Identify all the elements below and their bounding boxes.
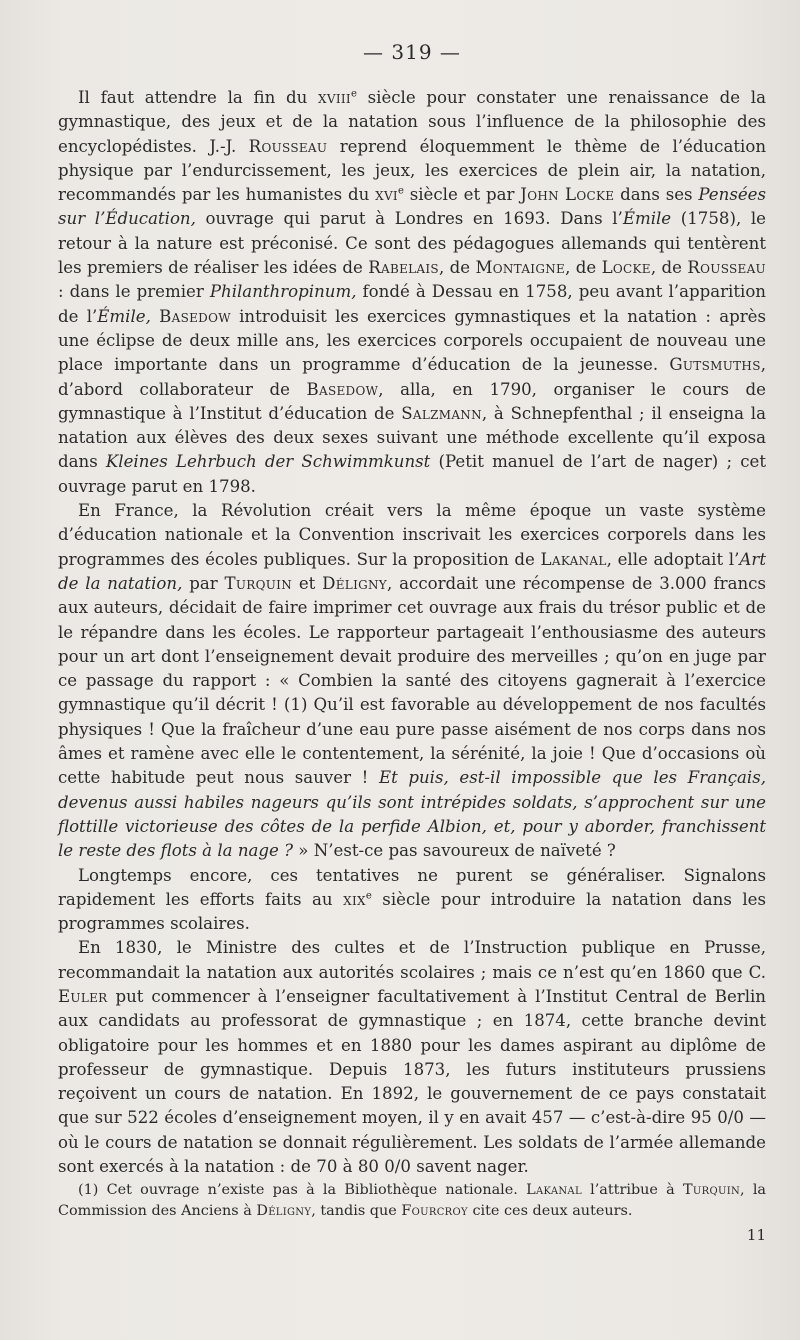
small-caps-name: xviii (318, 88, 351, 107)
text-run: fondé à Dessau en 1758, peu avant l’apparition de l’ (58, 282, 766, 326)
text-run: siècle et par (403, 185, 521, 205)
small-caps-name: Rousseau (687, 258, 766, 278)
small-caps-name: Basedow (306, 379, 379, 399)
text-run: En France, la Révolution créait vers la même époque un vaste système d’éducation nationale et la Convention inscrivait les exercices corporels dans les programmes des écoles publiques. Sur la proposition de (58, 501, 766, 569)
small-caps-name: John Locke (520, 185, 615, 205)
signature-mark: 11 (746, 1226, 766, 1244)
text-run: Il faut attendre la fin du (78, 88, 319, 107)
text-run: l’attribue à (581, 1182, 684, 1198)
text-run: En 1830, le Ministre des cultes et de l’Instruction publique en Prusse, recommandait la natation aux autorités scolaires ; mais ce n’est qu’en 1860 que C. (58, 938, 766, 982)
paragraph (58, 499, 766, 863)
small-caps-name: Salzmann (401, 403, 482, 423)
italic-text: Émile, (97, 306, 151, 326)
small-caps-name: Déligny (256, 1203, 312, 1219)
small-caps-name: Euler (58, 986, 108, 1006)
small-caps-name: Fourcroy (401, 1203, 468, 1219)
footnote (58, 1180, 766, 1222)
text-run: : dans le premier (58, 282, 210, 302)
text-run: (Petit manuel de l’art de nager) ; cet ouvrage parut en 1798. (58, 452, 767, 496)
small-caps-name: Locke (601, 258, 651, 278)
italic-text: Philanthropinum, (209, 282, 357, 302)
small-caps-name: Déligny (322, 573, 388, 593)
small-caps-name: Lakanal (540, 549, 607, 569)
small-caps-name: Rousseau (248, 136, 328, 156)
text-run: , accordait une récompense de 3.000 francs aux auteurs, décidait de faire imprimer cet ouvrage aux frais du trésor public et de le répandre dans les écoles. Le rapporteur partageait l’enthousiasme des auteurs pour un art dont l’enseignement devait produire des merveilles ; qu’on en juge par ce passage du rapport : « Combien la santé des citoyens gagnerait à l’exercice gymnastique qu’il décrit ! (1) Qu’il est favorable au développement de nos facultés physiques ! Que la fraîcheur d’une eau pure passe aisément de nos corps dans nos âmes et ramène avec elle le contentement, la sérénité, la joie ! Que d’occasions où cette habitude peut nous sauver ! (58, 573, 766, 788)
text-run: par (182, 573, 225, 593)
small-caps-name: xvi (375, 185, 398, 205)
text-run: (1758), le retour à la nature est préconisé. Ce sont des pédagogues allemands qui tentèrent les premiers de réaliser les idées de (58, 209, 766, 278)
small-caps-name: Basedow (159, 306, 231, 326)
small-caps-name: Lakanal (526, 1182, 582, 1198)
paragraph (58, 86, 766, 499)
text-run: , la Commission des Anciens à (58, 1182, 767, 1219)
small-caps-name: Gutsmuths (669, 355, 761, 375)
text-run: , alla, en 1790, organiser le cours de gymnastique à l’Institut d’éducation de (58, 379, 766, 423)
superscript: e (350, 88, 357, 100)
paragraph (58, 936, 766, 1179)
text-run: , de (565, 258, 602, 278)
small-caps-name: Rabelais (368, 258, 439, 278)
text-run: siècle pour introduire la natation dans les programmes scolaires. (58, 889, 766, 934)
italic-text: Pensées sur l’Éducation, (58, 185, 766, 229)
text-run: (1) Cet ouvrage n’existe pas à la Bibliothèque nationale. (78, 1182, 527, 1198)
superscript: e (397, 185, 404, 197)
paragraph (58, 864, 766, 937)
text-run: dans ses (614, 185, 699, 205)
text-run: cite ces deux auteurs. (467, 1203, 633, 1219)
text-run (151, 307, 159, 326)
italic-text: Kleines Lehrbuch der Schwimmkunst (105, 452, 431, 472)
small-caps-name: Turquin (224, 573, 292, 593)
text-run: et (292, 573, 323, 593)
small-caps-name: Turquin (683, 1182, 740, 1198)
text-run: , tandis que (311, 1203, 402, 1219)
text-run: introduisit les exercices gymnastiques et la natation : après une éclipse de deux mille ans, les exercices corporels occupaient de nouveau une place importante dans un programme d’éducation de la jeunesse. (58, 306, 766, 375)
text-run: , d’abord collaborateur de (58, 355, 766, 399)
text-run: Longtemps encore, ces tentatives ne purent se généraliser. Signalons rapidement les efforts faits au (58, 865, 766, 909)
text-run: ouvrage qui parut à Londres en 1693. Dans l’ (195, 209, 623, 229)
body-text (58, 86, 766, 1179)
italic-text: Et puis, est-il impossible que les Français, devenus aussi habiles nageurs qu’ils sont intrépides soldats, s’approchent sur une flottille victorieuse des côtes de la perfide Albion, et, pour y aborder, franchissent le reste des flots à la nage ? (58, 768, 766, 861)
page-number: — 319 — (363, 40, 461, 64)
text-run: » N’est-ce pas savoureux de naïveté ? (293, 841, 616, 861)
text-run: reprend éloquemment le thème de l’éducation physique par l’endurcissement, les jeux, les exercices de plein air, la natation, recommandés par les humanistes du (58, 136, 767, 205)
small-caps-name: Montaigne (475, 258, 566, 278)
text-run: , elle adoptait l’ (606, 549, 740, 569)
text-run: , de (438, 258, 476, 278)
italic-text: Émile (622, 209, 672, 229)
small-caps-name: xix (343, 889, 366, 909)
superscript: e (365, 890, 372, 902)
text-run: put commencer à l’enseigner facultativement à l’Institut Central de Berlin aux candidats au professorat de gymnastique ; en 1874, cette branche devint obligatoire pour les hommes et en 1880 pour les dames aspirant au diplôme de professeur de gymnastique. Depuis 1873, les futurs instituteurs prussiens reçoivent un cours de natation. En 1892, le gouvernement de ce pays constatait que sur 522 écoles d’enseignement moyen, il y en avait 457 — c’est-à-dire 95 0/0 — où le cours de natation se donnait régulièrement. Les soldats de l’armée allemande sont exercés à la natation : de 70 à 80 0/0 savent nager. (58, 986, 766, 1177)
text-run: , à Schnepfenthal ; il enseigna la natation aux élèves des deux sexes suivant une méthode excellente qu’il exposa dans (58, 403, 766, 472)
text-run: siècle pour constater une renaissance de la gymnastique, des jeux et de la natation sous l’influence de la philosophie des encyclopédistes. J.-J. (58, 88, 766, 156)
text-run: , de (650, 258, 688, 278)
book-page (58, 0, 766, 1340)
italic-text: Art de la natation, (58, 549, 766, 593)
